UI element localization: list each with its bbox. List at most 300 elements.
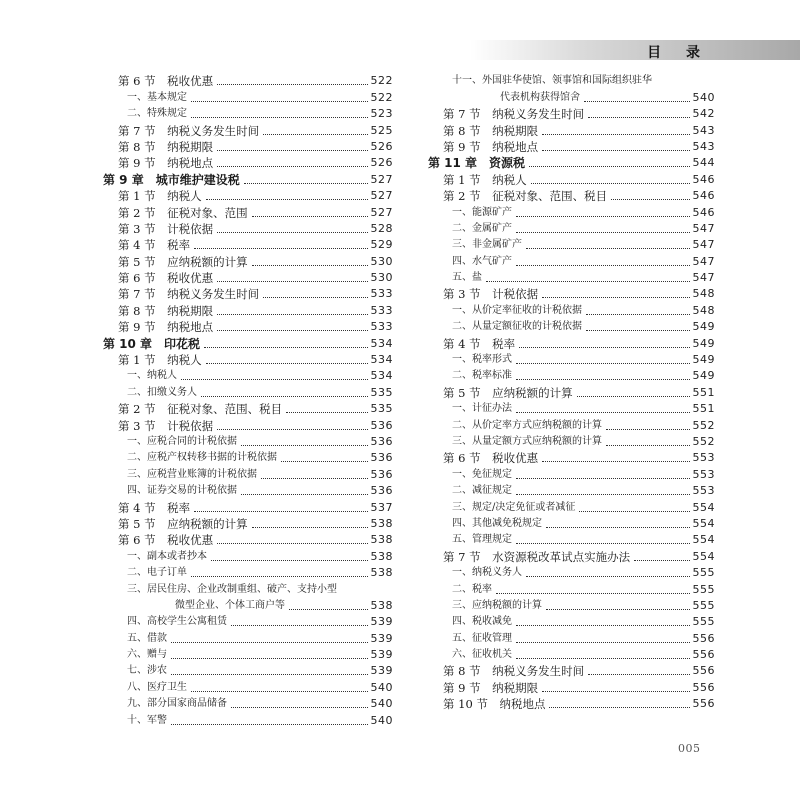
toc-entry-label: 一、应税合同的计税依据 [127, 435, 237, 447]
dot-leader [542, 297, 689, 298]
toc-entry-label: 第 3 节 计税依据 [118, 418, 214, 433]
toc-entry-section[interactable] [103, 138, 393, 154]
dot-leader [516, 412, 690, 413]
toc-entry-page: 553 [692, 467, 715, 481]
toc-entry-page: 522 [370, 90, 393, 104]
toc-entry-label: 第 4 节 税率 [118, 238, 191, 253]
toc-entry-page: 543 [692, 139, 715, 153]
toc-entry-section[interactable] [103, 203, 393, 219]
dot-leader [217, 314, 367, 315]
toc-entry-sub[interactable] [103, 105, 393, 121]
toc-entry-label: 四、其他减免税规定 [452, 517, 542, 529]
dot-leader [519, 347, 689, 348]
toc-entry-page: 536 [370, 434, 393, 448]
toc-entry-cont[interactable] [428, 88, 715, 104]
toc-entry-section[interactable] [103, 72, 393, 88]
toc-entry-sub[interactable] [103, 367, 393, 383]
dot-leader [542, 134, 689, 135]
toc-entry-page: 527 [370, 189, 393, 203]
toc-entry-sub[interactable] [428, 564, 715, 580]
dot-leader [577, 396, 690, 397]
toc-entry-page: 522 [370, 74, 393, 88]
toc-entry-page: 540 [692, 90, 715, 104]
toc-entry-sub[interactable] [103, 564, 393, 580]
toc-entry-page: 549 [692, 353, 715, 367]
toc-entry-label: 二、税率标准 [452, 370, 512, 382]
toc-entry-label: 第 3 节 计税依据 [118, 221, 214, 236]
dot-leader [516, 232, 690, 233]
toc-entry-page: 556 [692, 697, 715, 711]
toc-entry-label: 代表机构获得馆舍 [500, 91, 580, 103]
dot-leader [244, 183, 368, 184]
toc-entry-section[interactable] [428, 285, 715, 301]
toc-entry-page: 528 [370, 221, 393, 235]
toc-entry-sub[interactable] [103, 580, 393, 596]
toc-entry-sub[interactable] [428, 318, 715, 334]
toc-entry-label: 第 6 节 税收优惠 [118, 74, 214, 89]
toc-entry-label: 五、征收管理 [452, 632, 512, 644]
dot-leader [588, 117, 689, 118]
toc-entry-label: 第 5 节 应纳税额的计算 [118, 254, 248, 269]
dot-leader [516, 363, 690, 364]
toc-entry-section[interactable] [103, 318, 393, 334]
dot-leader [611, 199, 689, 200]
toc-entry-sub[interactable] [428, 367, 715, 383]
toc-entry-chapter[interactable] [428, 154, 715, 170]
dot-leader [204, 347, 367, 348]
dot-leader [217, 166, 367, 167]
dot-leader [194, 248, 367, 249]
dot-leader [171, 724, 368, 725]
toc-entry-label: 四、水气矿产 [452, 255, 512, 267]
toc-entry-section[interactable] [103, 220, 393, 236]
toc-entry-page: 554 [692, 500, 715, 514]
dot-leader [191, 691, 368, 692]
toc-entry-label: 三、应税营业账簿的计税依据 [127, 468, 257, 480]
toc-entry-page: 549 [692, 336, 715, 350]
toc-entry-section[interactable] [103, 236, 393, 252]
toc-entry-chapter[interactable] [103, 170, 393, 186]
toc-entry-label: 六、赠与 [127, 649, 167, 661]
dot-leader [516, 265, 690, 266]
dot-leader [181, 379, 368, 380]
toc-entry-label: 二、减征规定 [452, 485, 512, 497]
toc-entry-label: 第 8 节 纳税义务发生时间 [443, 664, 585, 679]
toc-entry-sub[interactable] [428, 351, 715, 367]
toc-entry-section[interactable] [103, 269, 393, 285]
dot-leader [263, 134, 367, 135]
toc-entry-label: 二、扣缴义务人 [127, 386, 197, 398]
toc-entry-page: 539 [370, 615, 393, 629]
toc-entry-sub[interactable] [428, 646, 715, 662]
dot-leader [217, 84, 367, 85]
dot-leader [289, 609, 368, 610]
toc-entry-page: 540 [370, 713, 393, 727]
toc-entry-label: 第 8 节 纳税期限 [443, 123, 539, 138]
dot-leader [206, 199, 368, 200]
toc-entry-section[interactable] [428, 170, 715, 186]
toc-entry-label: 二、从量定额征收的计税依据 [452, 321, 582, 333]
toc-entry-section[interactable] [428, 187, 715, 203]
toc-entry-page: 535 [370, 385, 393, 399]
toc-entry-label: 四、税收减免 [452, 616, 512, 628]
toc-entry-page: 536 [370, 451, 393, 465]
toc-entry-page: 551 [692, 402, 715, 416]
toc-entry-label: 四、高校学生公寓租赁 [127, 616, 227, 628]
dot-leader [606, 429, 690, 430]
dot-leader [542, 461, 689, 462]
toc-entry-sub[interactable] [103, 547, 393, 563]
toc-entry-label: 九、部分国家商品储备 [127, 698, 227, 710]
toc-entry-page: 554 [692, 549, 715, 563]
toc-entry-sub[interactable] [103, 695, 393, 711]
toc-entry-sub[interactable] [428, 252, 715, 268]
dot-leader [252, 527, 368, 528]
toc-entry-label: 第 4 节 税率 [443, 336, 516, 351]
toc-entry-page: 547 [692, 271, 715, 285]
toc-entry-page: 534 [370, 336, 393, 350]
toc-entry-label: 三、非金属矿产 [452, 239, 522, 251]
dot-leader [261, 478, 368, 479]
toc-entry-label: 五、盐 [452, 272, 482, 284]
toc-entry-page: 546 [692, 189, 715, 203]
toc-entry-page: 539 [370, 648, 393, 662]
toc-entry-page: 549 [692, 320, 715, 334]
dot-leader [217, 429, 367, 430]
toc-entry-page: 543 [692, 123, 715, 137]
dot-leader [217, 543, 367, 544]
toc-entry-page: 538 [370, 598, 393, 612]
toc-entry-section[interactable] [428, 547, 715, 563]
toc-entry-page: 525 [370, 123, 393, 137]
header-band [470, 40, 800, 60]
toc-entry-label: 一、能源矿产 [452, 206, 512, 218]
dot-leader [217, 330, 367, 331]
toc-entry-page: 540 [370, 697, 393, 711]
dot-leader [252, 265, 368, 266]
page-number: 005 [678, 742, 701, 755]
toc-entry-label: 第 9 节 纳税地点 [443, 139, 539, 154]
toc-entry-label: 第 10 章 印花税 [103, 336, 201, 351]
toc-entry-sub[interactable] [428, 515, 715, 531]
toc-entry-page: 548 [692, 287, 715, 301]
toc-entry-label: 三、规定/决定免征或者减征 [452, 501, 576, 513]
toc-entry-section[interactable] [103, 285, 393, 301]
toc-entry-label: 第 8 节 纳税期限 [118, 139, 214, 154]
toc-entry-page: 547 [692, 254, 715, 268]
toc-entry-sub[interactable] [103, 449, 393, 465]
toc-entry-section[interactable] [103, 416, 393, 432]
toc-entry-label: 第 7 节 纳税义务发生时间 [118, 287, 260, 302]
dot-leader [211, 560, 368, 561]
toc-entry-sub[interactable] [428, 613, 715, 629]
dot-leader [606, 445, 690, 446]
toc-entry-label: 第 11 章 资源税 [428, 156, 526, 171]
toc-entry-sub[interactable] [428, 580, 715, 596]
dot-leader [516, 494, 690, 495]
toc-entry-section[interactable] [103, 531, 393, 547]
toc-entry-label: 二、特殊规定 [127, 108, 187, 120]
toc-entry-label: 三、居民住房、企业改制重组、破产、支持小型 [127, 583, 337, 595]
toc-entry-page: 536 [370, 418, 393, 432]
toc-entry-page: 556 [692, 664, 715, 678]
toc-entry-sub[interactable] [428, 629, 715, 645]
dot-leader [516, 642, 690, 643]
toc-entry-section[interactable] [428, 695, 715, 711]
toc-entry-sub[interactable] [103, 678, 393, 694]
toc-entry-label: 五、借款 [127, 632, 167, 644]
toc-entry-label: 二、从价定率方式应纳税额的计算 [452, 419, 602, 431]
toc-entry-page: 534 [370, 353, 393, 367]
toc-entry-label: 八、医疗卫生 [127, 681, 187, 693]
toc-entry-page: 533 [370, 320, 393, 334]
dot-leader [516, 478, 690, 479]
dot-leader [526, 248, 690, 249]
toc-entry-sub[interactable] [103, 88, 393, 104]
dot-leader [191, 117, 368, 118]
toc-entry-page: 523 [370, 107, 393, 121]
dot-leader [529, 166, 689, 167]
toc-entry-label: 六、征收机关 [452, 649, 512, 661]
toc-entry-page: 548 [692, 303, 715, 317]
toc-entry-page: 554 [692, 533, 715, 547]
toc-entry-label: 二、应税产权转移书据的计税依据 [127, 452, 277, 464]
toc-entry-label: 一、纳税人 [127, 370, 177, 382]
toc-entry-label: 第 5 节 应纳税额的计算 [118, 516, 248, 531]
toc-entry-label: 第 1 节 纳税人 [118, 189, 202, 204]
toc-entry-page: 539 [370, 664, 393, 678]
toc-entry-sub[interactable] [103, 662, 393, 678]
toc-entry-label: 第 2 节 征税对象、范围、税目 [118, 402, 283, 417]
toc-entry-page: 538 [370, 533, 393, 547]
toc-entry-section[interactable] [428, 138, 715, 154]
dot-leader [496, 593, 690, 594]
toc-entry-sub[interactable] [103, 465, 393, 481]
toc-entry-page: 556 [692, 680, 715, 694]
toc-entry-label: 十一、外国驻华使馆、领事馆和国际组织驻华 [452, 75, 652, 87]
toc-entry-page: 526 [370, 156, 393, 170]
dot-leader [526, 576, 690, 577]
toc-entry-label: 一、基本规定 [127, 91, 187, 103]
toc-entry-label: 第 9 节 纳税地点 [118, 320, 214, 335]
toc-entry-sub[interactable] [103, 613, 393, 629]
toc-entry-section[interactable] [103, 498, 393, 514]
toc-entry-sub[interactable] [428, 531, 715, 547]
toc-entry-label: 第 9 节 纳税地点 [118, 156, 214, 171]
dot-leader [241, 445, 368, 446]
toc-entry-page: 549 [692, 369, 715, 383]
toc-entry-section[interactable] [428, 121, 715, 137]
toc-entry-page: 536 [370, 467, 393, 481]
dot-leader [542, 150, 689, 151]
toc-entry-page: 537 [370, 500, 393, 514]
toc-entry-page: 551 [692, 385, 715, 399]
toc-entry-cont[interactable] [103, 597, 393, 613]
toc-entry-page: 527 [370, 172, 393, 186]
dot-leader [634, 560, 689, 561]
toc-entry-page: 538 [370, 549, 393, 563]
dot-leader [191, 576, 368, 577]
toc-column-right [428, 72, 715, 711]
toc-column-left [103, 72, 393, 728]
dot-leader [516, 216, 690, 217]
toc-entry-label: 一、税率形式 [452, 354, 512, 366]
toc-entry-page: 538 [370, 516, 393, 530]
dot-leader [217, 281, 367, 282]
toc-entry-section[interactable] [103, 187, 393, 203]
toc-entry-section[interactable] [103, 351, 393, 367]
toc-entry-label: 第 8 节 纳税期限 [118, 303, 214, 318]
toc-entry-page: 552 [692, 418, 715, 432]
toc-entry-page: 552 [692, 434, 715, 448]
toc-entry-sub[interactable] [103, 711, 393, 727]
toc-entry-section[interactable] [103, 515, 393, 531]
toc-entry-sub[interactable] [428, 269, 715, 285]
toc-entry-label: 一、计征办法 [452, 403, 512, 415]
toc-entry-sub[interactable] [103, 383, 393, 399]
toc-entry-label: 七、涉农 [127, 665, 167, 677]
dot-leader [542, 691, 689, 692]
toc-entry-page: 542 [692, 107, 715, 121]
toc-entry-page: 554 [692, 516, 715, 530]
toc-entry-page: 536 [370, 484, 393, 498]
toc-entry-section[interactable] [428, 105, 715, 121]
toc-entry-page: 530 [370, 254, 393, 268]
toc-entry-sub[interactable] [428, 72, 715, 88]
toc-entry-sub[interactable] [428, 433, 715, 449]
toc-entry-section[interactable] [103, 121, 393, 137]
toc-entry-label: 第 2 节 征税对象、范围 [118, 205, 248, 220]
toc-entry-page: 544 [692, 156, 715, 170]
toc-entry-section[interactable] [103, 301, 393, 317]
toc-entry-label: 十、军警 [127, 714, 167, 726]
toc-entry-label: 二、税率 [452, 583, 492, 595]
dot-leader [171, 642, 368, 643]
toc-entry-label: 第 3 节 计税依据 [443, 287, 539, 302]
toc-entry-label: 第 7 节 水资源税改革试点实施办法 [443, 549, 631, 564]
dot-leader [171, 658, 368, 659]
toc-entry-page: 556 [692, 631, 715, 645]
toc-entry-label: 第 10 节 纳税地点 [443, 697, 546, 712]
toc-entry-page: 555 [692, 582, 715, 596]
dot-leader [586, 330, 690, 331]
toc-entry-section[interactable] [103, 400, 393, 416]
dot-leader [546, 527, 690, 528]
toc-entry-page: 553 [692, 451, 715, 465]
toc-entry-label: 一、纳税义务人 [452, 567, 522, 579]
toc-entry-label: 第 1 节 纳税人 [118, 353, 202, 368]
toc-entry-chapter[interactable] [103, 334, 393, 350]
toc-entry-label: 第 4 节 税率 [118, 500, 191, 515]
page-title: 目 录 [647, 45, 710, 61]
toc-entry-section[interactable] [103, 154, 393, 170]
toc-entry-page: 526 [370, 139, 393, 153]
toc-entry-label: 第 7 节 纳税义务发生时间 [443, 107, 585, 122]
toc-entry-page: 535 [370, 402, 393, 416]
toc-entry-sub[interactable] [428, 597, 715, 613]
toc-entry-section[interactable] [103, 252, 393, 268]
dot-leader [549, 707, 689, 708]
toc-entry-section[interactable] [428, 334, 715, 350]
toc-entry-label: 二、金属矿产 [452, 222, 512, 234]
toc-entry-sub[interactable] [428, 465, 715, 481]
dot-leader [579, 511, 689, 512]
toc-entry-sub[interactable] [428, 301, 715, 317]
toc-entry-page: 540 [370, 680, 393, 694]
dot-leader [281, 461, 368, 462]
toc-entry-page: 547 [692, 221, 715, 235]
toc-entry-label: 四、证券交易的计税依据 [127, 485, 237, 497]
toc-entry-section[interactable] [428, 678, 715, 694]
dot-leader [516, 625, 690, 626]
toc-entry-sub[interactable] [428, 220, 715, 236]
dot-leader [516, 379, 690, 380]
toc-entry-sub[interactable] [428, 498, 715, 514]
toc-entry-label: 一、免征规定 [452, 468, 512, 480]
toc-entry-label: 微型企业、个体工商户等 [175, 599, 285, 611]
toc-entry-sub[interactable] [428, 482, 715, 498]
dot-leader [231, 707, 368, 708]
dot-leader [531, 183, 690, 184]
dot-leader [516, 658, 690, 659]
toc-entry-page: 555 [692, 598, 715, 612]
toc-entry-page: 555 [692, 566, 715, 580]
toc-entry-page: 530 [370, 271, 393, 285]
toc-entry-sub[interactable] [428, 203, 715, 219]
dot-leader [217, 232, 367, 233]
dot-leader [486, 281, 690, 282]
toc-entry-sub[interactable] [428, 236, 715, 252]
toc-entry-page: 546 [692, 172, 715, 186]
toc-entry-page: 539 [370, 631, 393, 645]
dot-leader [586, 314, 690, 315]
toc-entry-page: 527 [370, 205, 393, 219]
dot-leader [241, 494, 368, 495]
dot-leader [206, 363, 368, 364]
toc-entry-sub[interactable] [428, 400, 715, 416]
toc-entry-section[interactable] [428, 449, 715, 465]
dot-leader [546, 609, 690, 610]
toc-entry-page: 547 [692, 238, 715, 252]
toc-entry-section[interactable] [428, 383, 715, 399]
dot-leader [201, 396, 368, 397]
toc-entry-label: 第 6 节 税收优惠 [118, 271, 214, 286]
toc-entry-sub[interactable] [103, 646, 393, 662]
toc-entry-section[interactable] [428, 662, 715, 678]
toc-entry-page: 556 [692, 648, 715, 662]
toc-entry-label: 第 7 节 纳税义务发生时间 [118, 123, 260, 138]
toc-entry-sub[interactable] [103, 482, 393, 498]
toc-entry-page: 533 [370, 287, 393, 301]
toc-entry-page: 538 [370, 566, 393, 580]
toc-entry-sub[interactable] [428, 416, 715, 432]
toc-entry-label: 一、从价定率征收的计税依据 [452, 304, 582, 316]
toc-entry-label: 第 2 节 征税对象、范围、税目 [443, 189, 608, 204]
toc-entry-label: 三、应纳税额的计算 [452, 599, 542, 611]
dot-leader [231, 625, 368, 626]
dot-leader [516, 543, 690, 544]
toc-entry-label: 二、电子订单 [127, 567, 187, 579]
toc-entry-sub[interactable] [103, 433, 393, 449]
dot-leader [194, 511, 367, 512]
toc-entry-label: 第 1 节 纳税人 [443, 172, 527, 187]
dot-leader [217, 150, 367, 151]
dot-leader [584, 101, 690, 102]
toc-entry-sub[interactable] [103, 629, 393, 645]
dot-leader [171, 674, 368, 675]
dot-leader [252, 216, 368, 217]
toc-entry-label: 三、从量定额方式应纳税额的计算 [452, 435, 602, 447]
